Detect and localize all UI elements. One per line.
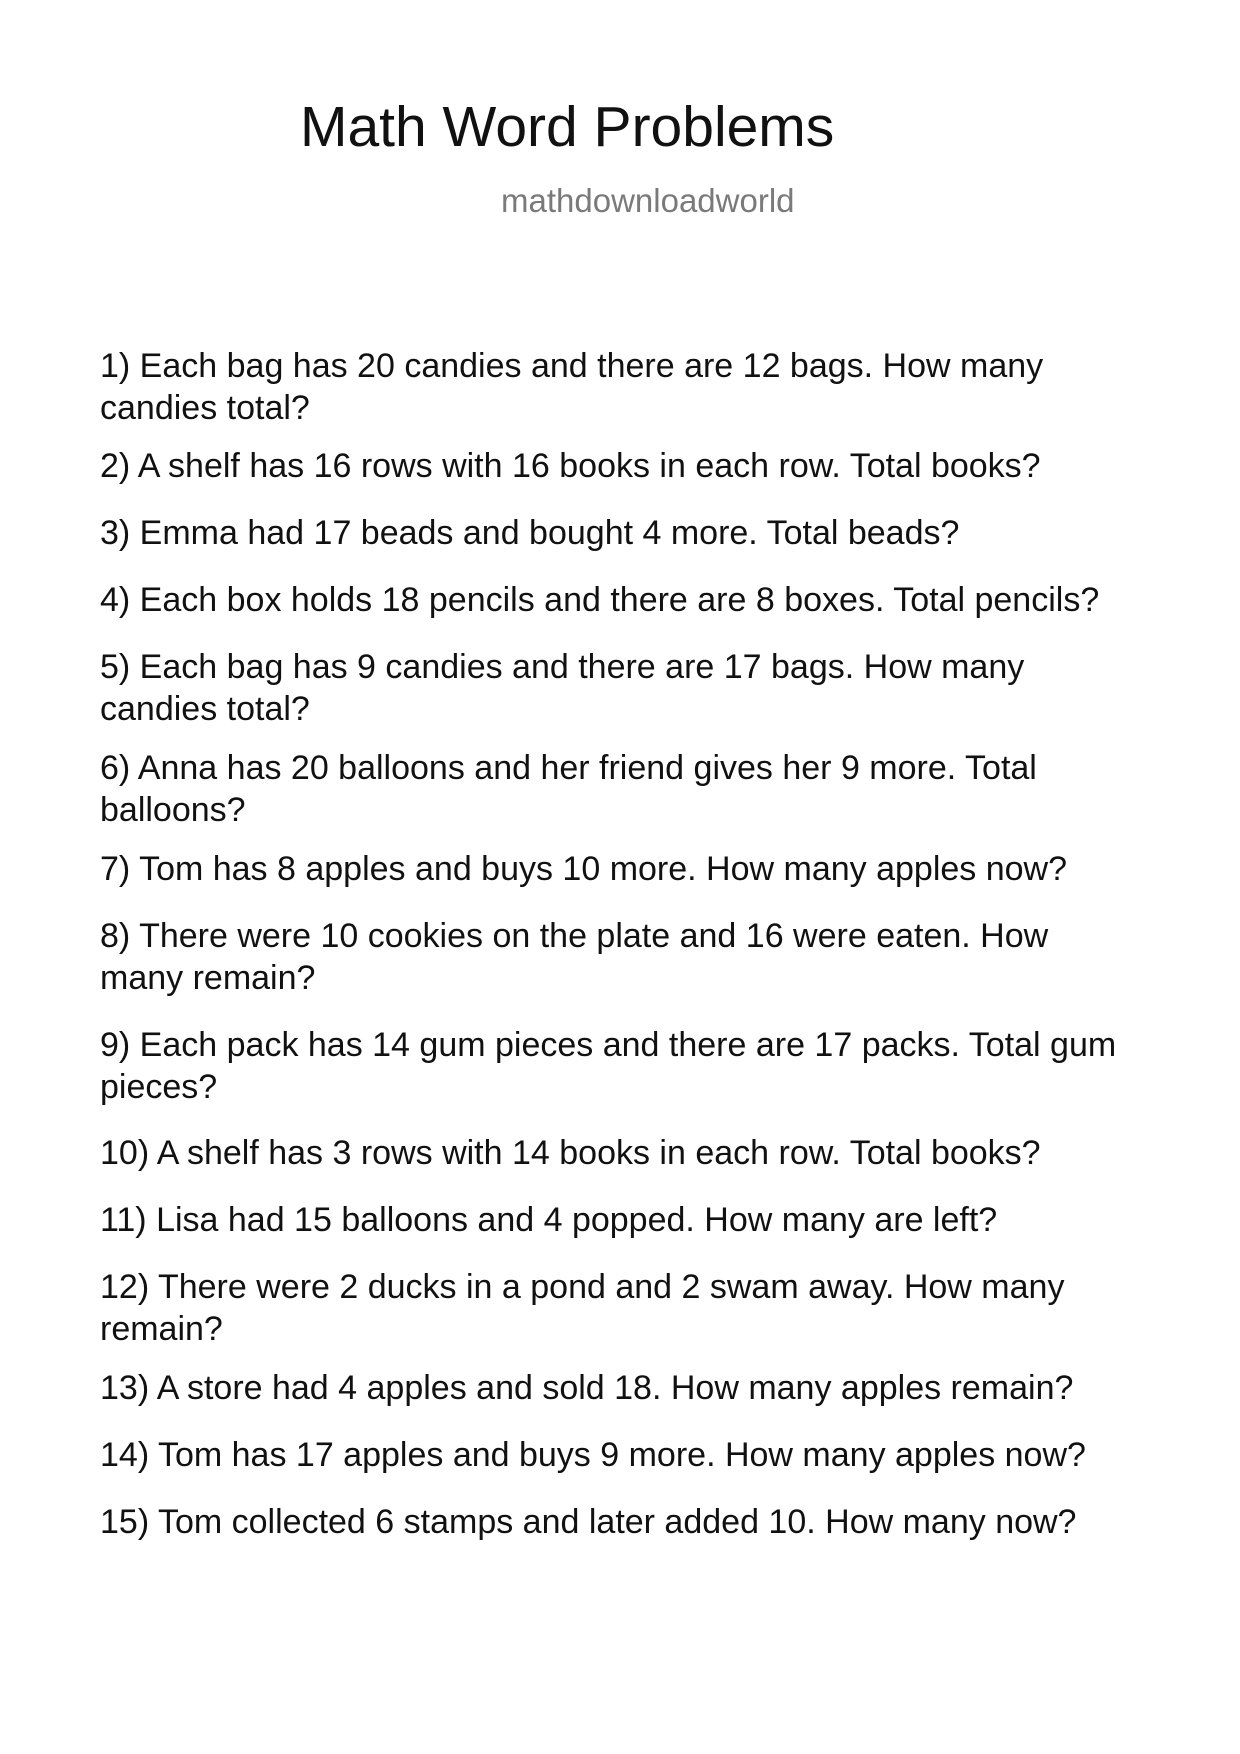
problem-item: 14) Tom has 17 apples and buys 9 more. How many apples now? [100,1436,1086,1474]
problem-item: 1) Each bag has 20 candies and there are 12 bags. How many candies total? [100,347,1044,427]
problem-item: 9) Each pack has 14 gum pieces and there are 17 packs. Total gum pieces? [100,1026,1117,1106]
problem-item: 10) A shelf has 3 rows with 14 books in each row. Total books? [100,1134,1041,1172]
problem-item: 11) Lisa had 15 balloons and 4 popped. How many are left? [100,1201,998,1239]
problem-item: 8) There were 10 cookies on the plate and 16 were eaten. How many remain? [100,917,1049,997]
problem-item: 15) Tom collected 6 stamps and later added 10. How many now? [100,1503,1077,1541]
page-title: Math Word Problems [300,95,835,159]
problem-item: 5) Each bag has 9 candies and there are 17 bags. How many candies total? [100,648,1025,728]
problem-item: 2) A shelf has 16 rows with 16 books in each row. Total books? [100,447,1041,485]
problem-item: 13) A store had 4 apples and sold 18. How many apples remain? [100,1369,1074,1407]
problem-item: 3) Emma had 17 beads and bought 4 more. Total beads? [100,514,960,552]
page-subtitle: mathdownloadworld [501,182,795,219]
problem-item: 7) Tom has 8 apples and buys 10 more. How many apples now? [100,850,1068,888]
problem-item: 4) Each box holds 18 pencils and there are 8 boxes. Total pencils? [100,581,1100,619]
problem-item: 6) Anna has 20 balloons and her friend gives her 9 more. Total balloons? [100,749,1037,829]
problem-item: 12) There were 2 ducks in a pond and 2 swam away. How many remain? [100,1268,1065,1348]
